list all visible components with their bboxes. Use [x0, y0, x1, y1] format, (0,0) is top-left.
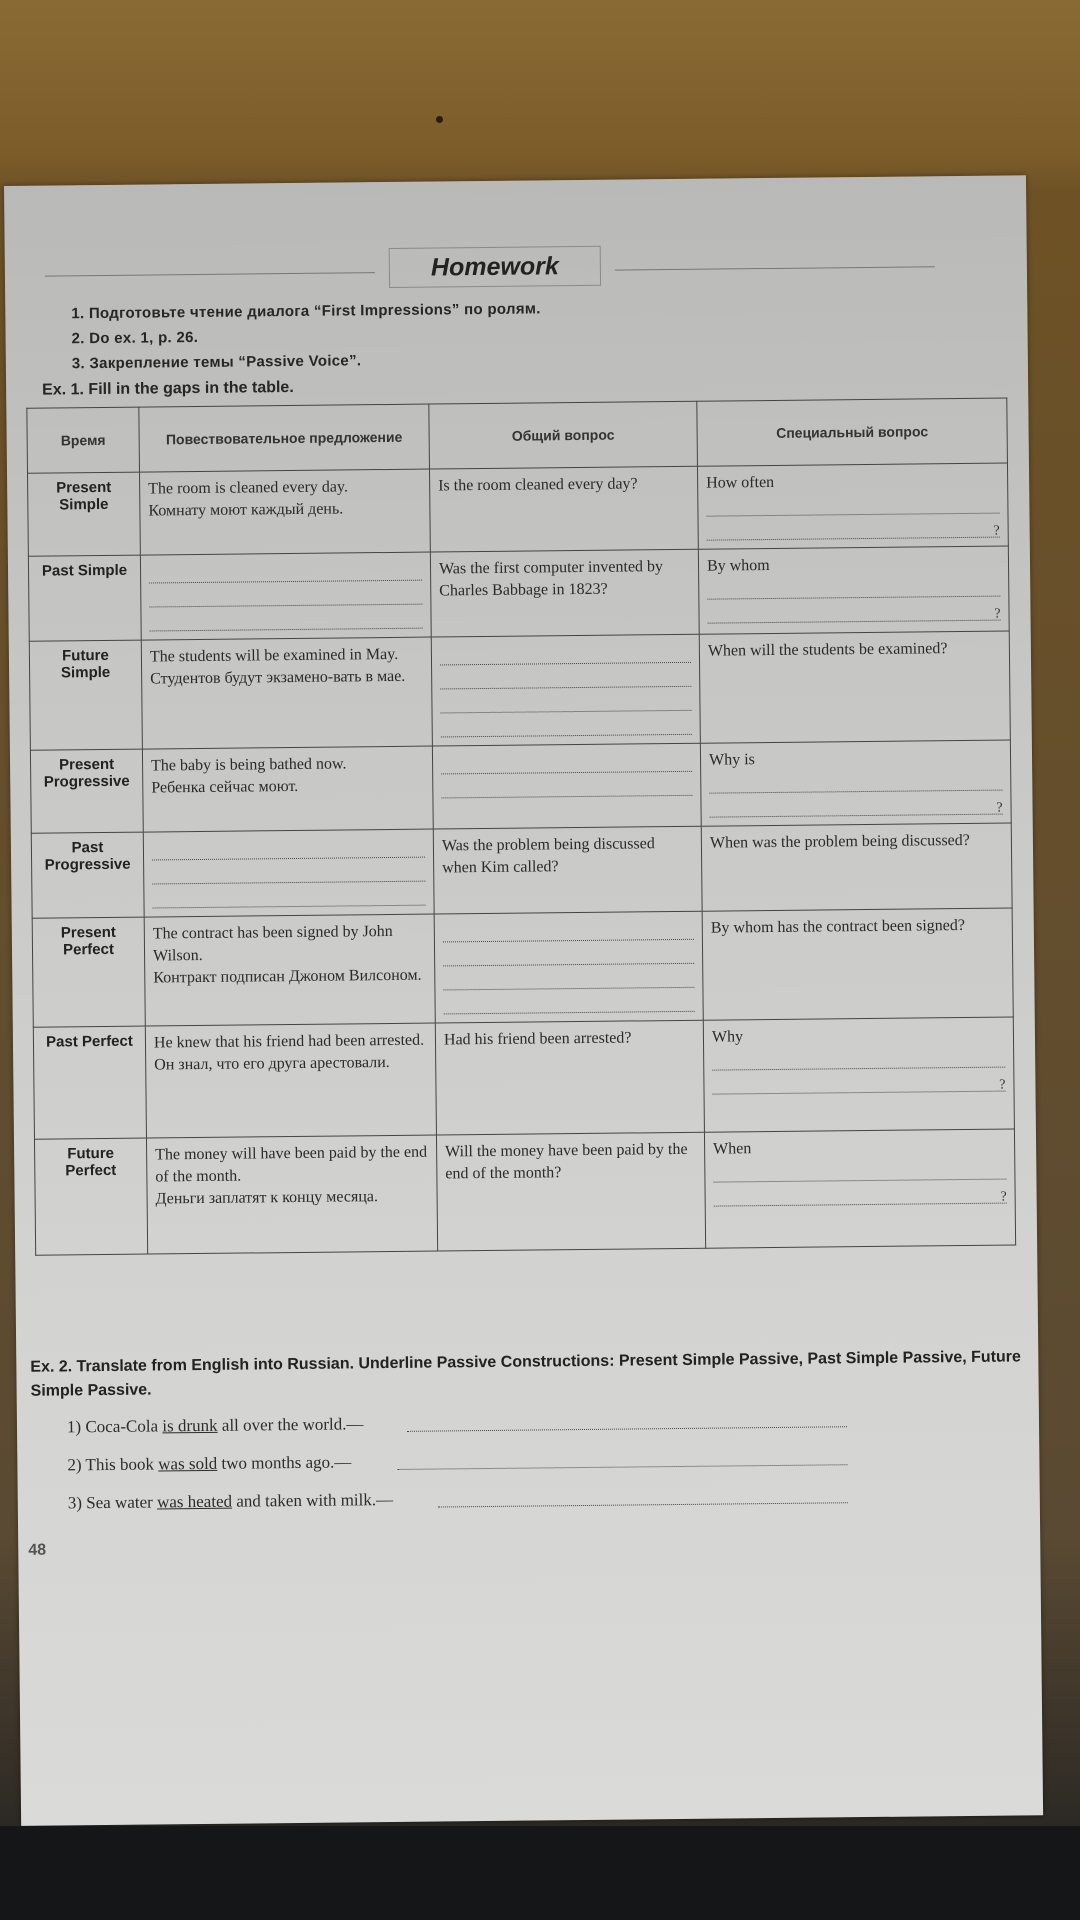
special-question-cell [699, 631, 1010, 743]
table-row [31, 823, 1012, 918]
special-question-cell [697, 463, 1008, 549]
question-mark: ? [1000, 1189, 1007, 1205]
answer-blank[interactable] [149, 583, 422, 608]
special-question-cell [698, 546, 1009, 634]
question-mark: ? [996, 800, 1003, 816]
general-question-cell [436, 1132, 705, 1251]
special-question-cell [703, 1017, 1014, 1132]
special-question-cell-text: When [713, 1140, 752, 1158]
answer-blank[interactable] [443, 990, 694, 1015]
answer-blank[interactable] [443, 966, 694, 991]
special-question-cell [701, 823, 1012, 911]
ex2-answer-line[interactable] [397, 1463, 847, 1470]
tense-cell-text: Present Perfect [60, 923, 116, 959]
answer-blank[interactable] [152, 860, 425, 885]
ex2-sentence-1: 1) Coca-Cola is drunk all over the world.— [66, 1414, 364, 1437]
desk-spot [436, 116, 443, 123]
header-statement: Повествовательное предложение [139, 404, 430, 472]
table-row [28, 463, 1009, 556]
special-question-cell-text: Why is [708, 751, 755, 769]
ex2-sentence-3: 3) Sea water was heated and taken with milk.— [67, 1489, 394, 1513]
answer-blank[interactable] [440, 689, 691, 714]
special-question-cell [700, 740, 1011, 826]
statement-cell [144, 914, 435, 1026]
page-number: 48 [28, 1541, 47, 1559]
answer-blank[interactable] [149, 559, 422, 584]
tense-cell [32, 917, 145, 1027]
statement-cell [141, 637, 432, 749]
answer-blank[interactable] [441, 713, 692, 738]
answer-blank[interactable] [441, 774, 692, 799]
answer-blank[interactable] [712, 1046, 1005, 1071]
tense-cell-text: Past Perfect [46, 1032, 133, 1051]
statement-cell-text: The money will have been paid by the end of the month. Деньги заплатят к концу месяца. [155, 1143, 428, 1208]
general-question-cell [430, 549, 699, 637]
statement-cell [145, 1023, 436, 1138]
dark-surface [0, 1826, 1080, 1920]
table-row [30, 740, 1011, 833]
header-special-question: Специальный вопрос [697, 398, 1008, 466]
answer-blank[interactable] [440, 641, 691, 666]
special-question-cell-text: When was the problem being discussed? [709, 831, 970, 852]
statement-cell-text: The contract has been signed by John Wilson. Контракт подписан Джоном Вилсоном. [152, 922, 422, 987]
answer-blank[interactable] [440, 665, 691, 690]
tense-cell [28, 555, 141, 641]
task-item: 3. Закрепление темы “Passive Voice”. [71, 352, 362, 373]
tense-cell-text: Past Simple [41, 561, 128, 580]
answer-blank[interactable] [713, 1158, 1006, 1183]
statement-cell-text: The room is cleaned every day. Комнату моют каждый день. [148, 478, 349, 520]
general-question-cell [431, 634, 700, 746]
answer-blank[interactable] [152, 836, 425, 861]
ex2-answer-line[interactable] [407, 1425, 847, 1432]
general-question-cell [432, 743, 701, 829]
general-question-cell-text: Was the problem being discussed when Kim called? [441, 835, 655, 877]
general-question-cell [435, 1020, 704, 1135]
tense-cell [30, 749, 143, 833]
statement-cell [140, 552, 431, 640]
answer-blank[interactable] [706, 492, 999, 517]
statement-cell [142, 746, 433, 832]
answer-blank[interactable] [707, 575, 1000, 600]
ex2-sentence-2: 2) This book was sold two months ago.— [67, 1452, 352, 1475]
answer-blank[interactable] [709, 769, 1002, 794]
general-question-cell [434, 911, 703, 1023]
worksheet-page [4, 175, 1043, 1826]
statement-cell [146, 1135, 437, 1254]
general-question-cell [429, 466, 698, 552]
special-question-cell-text: When will the students be examined? [707, 640, 948, 660]
table-row [34, 1129, 1015, 1255]
task-item: 1. Подготовьте чтение диалога “First Impressions” по ролям. [71, 300, 541, 323]
table-row [29, 631, 1010, 750]
question-mark: ? [994, 606, 1001, 622]
tense-cell-text: Past Progressive [44, 838, 131, 874]
special-question-cell-text: How often [706, 473, 775, 492]
special-question-cell [702, 908, 1013, 1020]
tense-cell-text: Present Simple [56, 478, 112, 514]
heading-rule-right [615, 266, 935, 270]
statement-cell-text: He knew that his friend had been arrested. Он знал, что его друга арестовали. [153, 1031, 425, 1074]
tense-cell-text: Future Perfect [65, 1144, 117, 1180]
tense-cell [29, 640, 142, 750]
general-question-cell-text: Is the room cleaned every day? [438, 475, 638, 495]
tense-cell [33, 1026, 146, 1139]
special-question-cell-text: By whom has the contract been signed? [710, 916, 966, 937]
answer-blank[interactable] [443, 942, 694, 967]
answer-blank[interactable] [443, 918, 694, 943]
tense-cell [34, 1138, 147, 1255]
question-mark: ? [993, 523, 1000, 539]
general-question-cell-text: Had his friend been arrested? [443, 1029, 632, 1049]
answer-blank[interactable] [441, 750, 692, 775]
statement-cell-text: The students will be examined in May. Студентов будут экзамено-вать в мае. [149, 645, 406, 688]
statement-cell [143, 829, 434, 917]
homework-heading: Homework [389, 246, 601, 288]
header-tense: Время [27, 407, 140, 473]
table-row [33, 1017, 1014, 1139]
tense-cell-text: Future Simple [60, 646, 111, 682]
tense-cell [28, 472, 141, 556]
special-question-cell-text: By whom [706, 557, 770, 575]
question-mark: ? [999, 1077, 1006, 1093]
general-question-cell [433, 826, 702, 914]
heading-rule-left [45, 272, 375, 276]
header-general-question: Общий вопрос [429, 401, 698, 469]
exercise-1-title: Ex. 1. Fill in the gaps in the table. [42, 378, 294, 399]
ex2-answer-line[interactable] [438, 1501, 848, 1507]
passive-voice-table [26, 398, 1016, 1256]
task-list [71, 300, 541, 380]
tense-cell [31, 832, 144, 918]
special-question-cell [704, 1129, 1015, 1248]
table-row [28, 546, 1009, 641]
table-row [32, 908, 1013, 1027]
general-question-cell-text: Was the first computer invented by Charles Babbage in 1823? [438, 558, 664, 600]
answer-blank[interactable] [152, 884, 425, 909]
answer-blank[interactable] [149, 607, 422, 632]
tense-cell-text: Present Progressive [43, 755, 130, 791]
task-item: 2. Do ex. 1, p. 26. [71, 328, 199, 348]
special-question-cell-text: Why [711, 1028, 744, 1046]
statement-cell [140, 469, 431, 555]
exercise-2-title: Ex. 2. Translate from English into Russian. Underline Passive Constructions: Present Simple Passive, Past Simple Passive, Future Simple Passive. [30, 1348, 1021, 1400]
general-question-cell-text: Will the money have been paid by the end of the month? [445, 1140, 688, 1183]
statement-cell-text: The baby is being bathed now. Ребенка сейчас моют. [150, 755, 347, 797]
